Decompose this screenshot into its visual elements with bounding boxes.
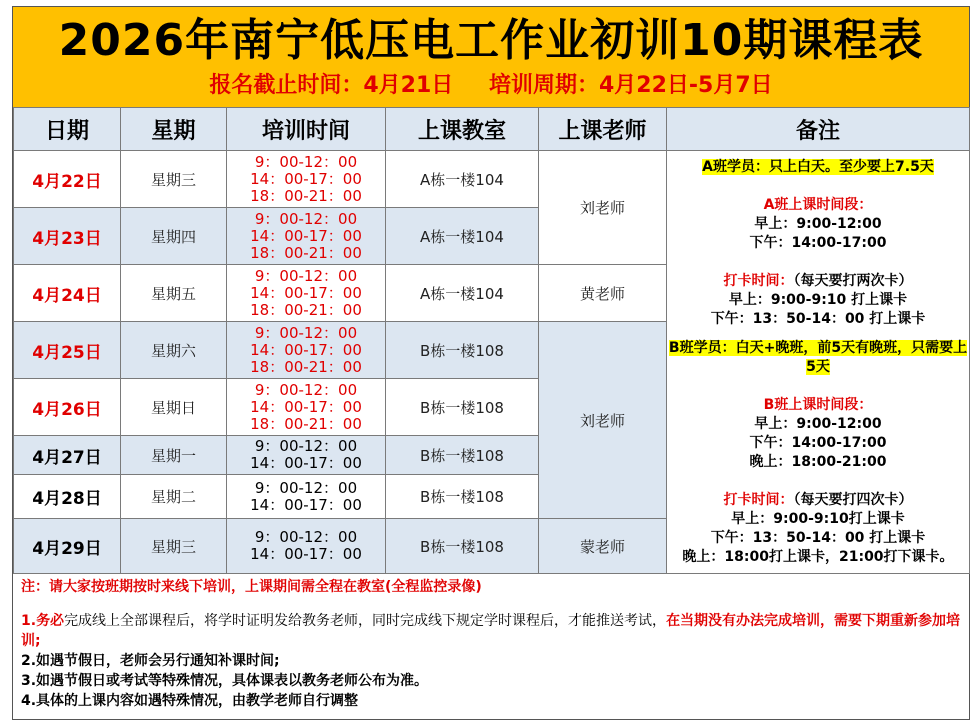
- subtitle: [13, 71, 969, 101]
- time-slot: 18：00-21：00: [250, 357, 362, 376]
- weekday-cell: 星期三: [121, 519, 227, 574]
- a-clock-afternoon: 下午：13：50-14：00 打上课卡: [710, 310, 926, 327]
- time-slot: 18：00-21：00: [250, 414, 362, 433]
- training-period: 培训周期：4月22日-5月7日: [488, 73, 773, 98]
- teacher-cell: 黄老师: [539, 265, 667, 322]
- weekday-cell: 星期六: [121, 322, 227, 379]
- header-date: 日期: [14, 108, 121, 151]
- a-class-note: A班学员：只上白天。至少要上7.5天: [702, 158, 934, 175]
- date-cell: 4月27日: [14, 436, 121, 475]
- time-slot: 14：00-17：00: [250, 545, 362, 563]
- date-cell: 4月28日: [14, 475, 121, 519]
- schedule-sheet: [12, 6, 970, 720]
- table-header-row: [14, 108, 970, 151]
- date-cell: 4月29日: [14, 519, 121, 574]
- date-cell: 4月23日: [14, 208, 121, 265]
- title-band: [13, 7, 969, 108]
- room-cell: A栋一楼104: [386, 265, 539, 322]
- teacher-cell: 刘老师: [539, 151, 667, 265]
- must-emphasis: 务必: [36, 613, 65, 629]
- b-evening: 晚上：18:00-21:00: [749, 453, 887, 470]
- room-cell: B栋一楼108: [386, 322, 539, 379]
- time-slot: 14：00-17：00: [250, 169, 362, 188]
- room-cell: B栋一楼108: [386, 475, 539, 519]
- time-slot: 14：00-17：00: [250, 495, 362, 514]
- b-morning: 早上：9:00-12:00: [754, 415, 882, 432]
- page-title: 2026年南宁低压电工作业初训10期课程表: [58, 15, 924, 66]
- time-slot: 18：00-21：00: [250, 300, 362, 319]
- b-clock-evening: 晚上：18:00打上课卡，21:00打下课卡。: [682, 548, 954, 565]
- header-room: 上课教室: [386, 108, 539, 151]
- time-cell: [227, 322, 386, 379]
- time-slot: 9：00-12：00: [254, 528, 358, 546]
- time-slot: 14：00-17：00: [250, 397, 362, 416]
- a-hours-title: A班上课时间段：: [763, 196, 873, 213]
- room-cell: B栋一楼108: [386, 436, 539, 475]
- header-weekday: 星期: [121, 108, 227, 151]
- header-notes: 备注: [667, 108, 970, 151]
- a-morning: 早上：9:00-12:00: [754, 215, 882, 232]
- time-slot: 18：00-21：00: [250, 186, 362, 205]
- schedule-table: [13, 107, 970, 574]
- weekday-cell: 星期日: [121, 379, 227, 436]
- time-cell: [227, 519, 386, 574]
- date-cell: 4月24日: [14, 265, 121, 322]
- footer-item-3: 3.如遇节假日或考试等特殊情况，具体课表以教务老师公布为准。: [21, 673, 429, 689]
- b-clock-note: （每天要打四次卡）: [793, 491, 913, 508]
- time-cell: [227, 379, 386, 436]
- time-slot: 14：00-17：00: [250, 454, 362, 472]
- time-cell: [227, 208, 386, 265]
- time-slot: 9：00-12：00: [254, 209, 358, 228]
- b-hours-title: B班上课时间段：: [763, 396, 873, 413]
- b-clock-afternoon: 下午：13：50-14：00 打上课卡: [710, 529, 926, 546]
- date-cell: 4月25日: [14, 322, 121, 379]
- time-slot: 14：00-17：00: [250, 283, 362, 302]
- a-clock-note: （每天要打两次卡）: [793, 272, 913, 289]
- time-slot: 9：00-12：00: [254, 323, 358, 342]
- b-class-note: B班学员：白天+晚班，前5天有晚班，只需要上5天: [668, 339, 968, 375]
- a-clock-morning: 早上：9:00-9:10 打上课卡: [728, 291, 908, 308]
- time-slot: 9：00-12：00: [254, 266, 358, 285]
- weekday-cell: 星期一: [121, 436, 227, 475]
- b-afternoon: 下午：14:00-17:00: [749, 434, 887, 451]
- time-cell: [227, 265, 386, 322]
- weekday-cell: 星期二: [121, 475, 227, 519]
- time-slot: 9：00-12：00: [254, 437, 358, 455]
- b-clock-morning: 早上：9:00-9:10打上课卡: [731, 510, 905, 527]
- footer-item-2: 2.如遇节假日，老师会另行通知补课时间;: [21, 653, 280, 669]
- room-cell: A栋一楼104: [386, 208, 539, 265]
- b-clock-title: 打卡时间：: [723, 491, 794, 508]
- time-cell: [227, 475, 386, 519]
- teacher-cell: 刘老师: [539, 322, 667, 519]
- room-cell: B栋一楼108: [386, 519, 539, 574]
- weekday-cell: 星期四: [121, 208, 227, 265]
- time-cell: [227, 436, 386, 475]
- room-cell: A栋一楼104: [386, 151, 539, 208]
- header-time: 培训时间: [227, 108, 386, 151]
- time-slot: 9：00-12：00: [254, 380, 358, 399]
- warning-text: 在当期没有办法完成培训，需要下期重新参加培训;: [21, 613, 961, 649]
- header-teacher: 上课老师: [539, 108, 667, 151]
- teacher-cell: 蒙老师: [539, 519, 667, 574]
- footer-item-1: 1.务必完成线上全部课程后，将学时证明发给教务老师，同时完成线下规定学时课程后，才能推送考试，在当期没有办法完成培训，需要下期重新参加培训;: [21, 613, 961, 649]
- date-cell: 4月26日: [14, 379, 121, 436]
- weekday-cell: 星期五: [121, 265, 227, 322]
- notes-cell: [667, 151, 970, 574]
- footer-notes: [13, 572, 969, 716]
- time-slot: 18：00-21：00: [250, 243, 362, 262]
- room-cell: B栋一楼108: [386, 379, 539, 436]
- footer-item-4: 4.具体的上课内容如遇特殊情况，由教学老师自行调整: [21, 693, 359, 709]
- weekday-cell: 星期三: [121, 151, 227, 208]
- time-slot: 9：00-12：00: [254, 478, 358, 497]
- time-cell: [227, 151, 386, 208]
- a-clock-title: 打卡时间：: [723, 272, 794, 289]
- time-slot: 14：00-17：00: [250, 226, 362, 245]
- registration-deadline: 报名截止时间：4月21日: [209, 73, 454, 98]
- time-slot: 9：00-12：00: [254, 152, 358, 171]
- a-afternoon: 下午：14:00-17:00: [749, 234, 887, 251]
- date-cell: 4月22日: [14, 151, 121, 208]
- footer-notice: 注：请大家按班期按时来线下培训，上课期间需全程在教室(全程监控录像): [21, 579, 482, 595]
- time-slot: 14：00-17：00: [250, 340, 362, 359]
- table-row: [14, 151, 970, 208]
